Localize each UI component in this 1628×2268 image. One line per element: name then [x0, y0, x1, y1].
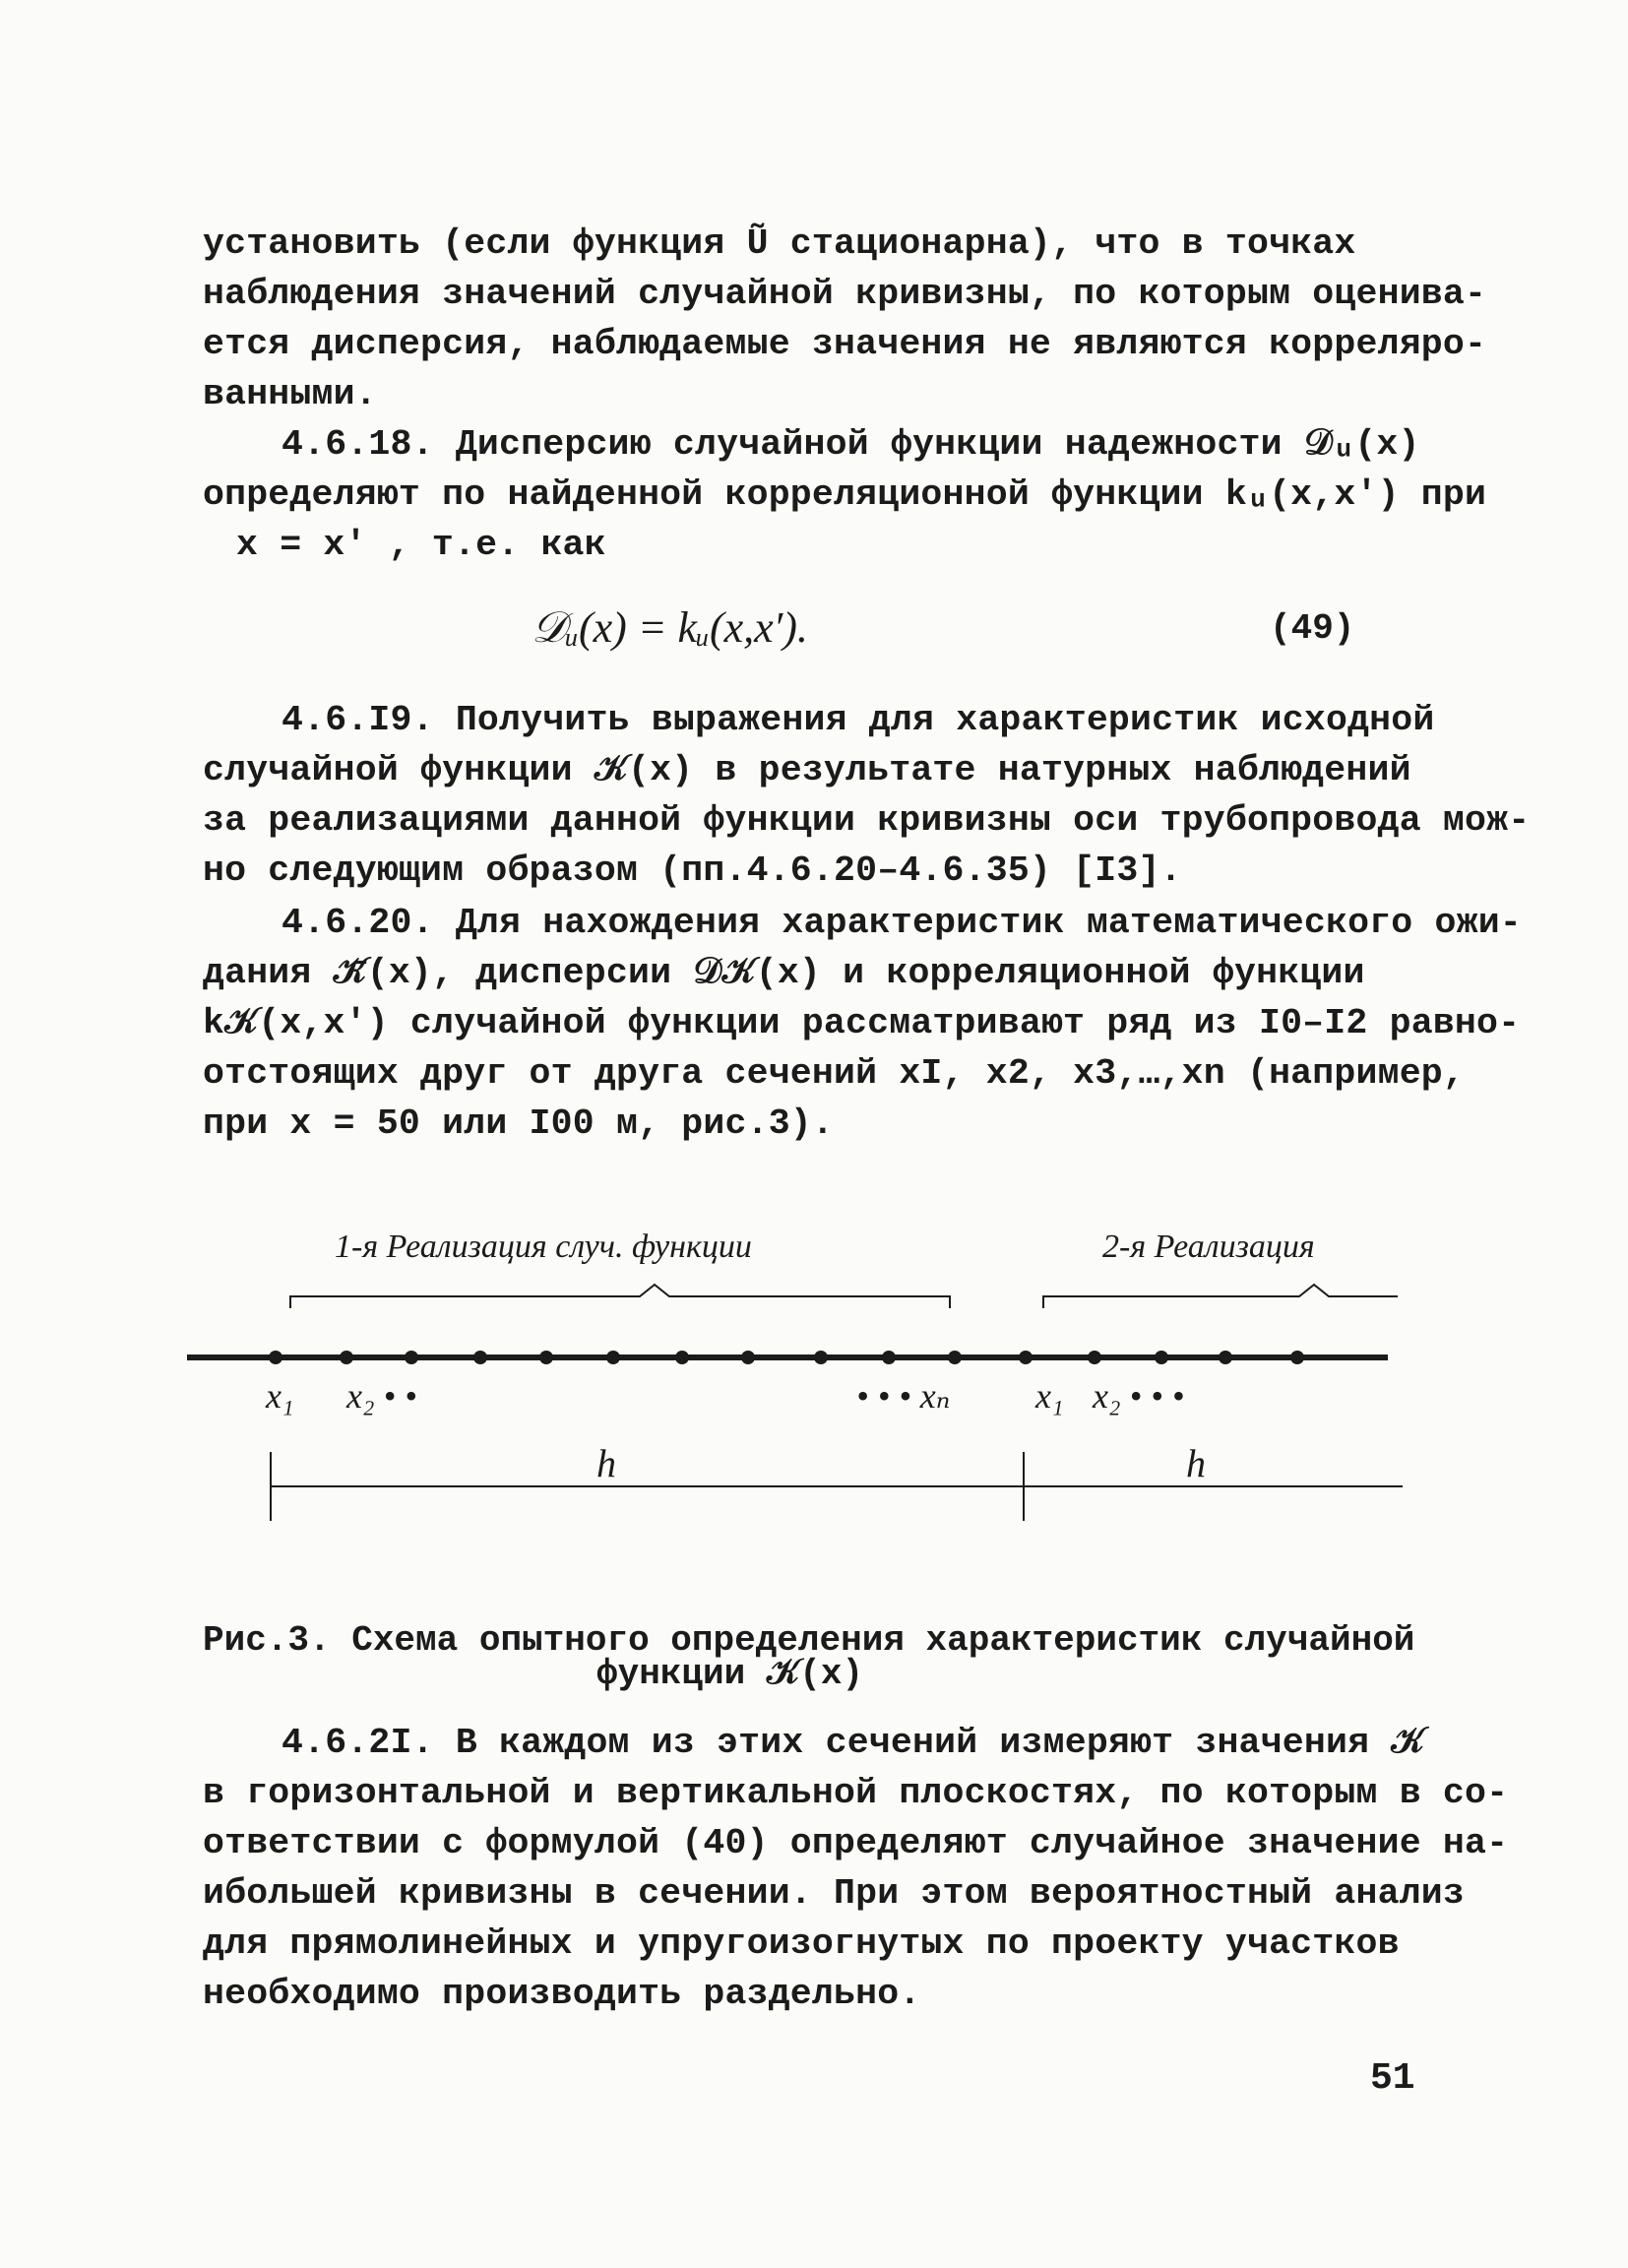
equation-number: (49): [1270, 608, 1355, 649]
text-line: ибольшей кривизны в сечении. При этом вероятностный анализ: [203, 1873, 1466, 1914]
paragraph-4-6-20: [203, 898, 1522, 1149]
caption-line: Рис.3. Схема опытного определения характеристик случайной: [203, 1620, 1415, 1661]
figure-caption: [203, 1620, 1423, 1694]
text-line: за реализациями данной функции кривизны оси трубопровода мож-: [203, 800, 1531, 841]
section-point: [269, 1351, 282, 1364]
text-line: случайной функции 𝒦(x) в результате натурных наблюдений: [203, 750, 1411, 790]
text-line: наблюдения значений случайной кривизны, по которым оценива-: [203, 274, 1487, 314]
text-line: в горизонтальной и вертикальной плоскостях, по которым в со-: [203, 1773, 1509, 1813]
dimension-h-2: h: [1186, 1441, 1206, 1485]
brace-realization-2: [1043, 1285, 1398, 1308]
section-point: [1088, 1351, 1101, 1364]
section-point: [1290, 1351, 1304, 1364]
paragraph-intro: [203, 219, 1487, 419]
text-line: при x = 50 или I00 м, рис.3).: [203, 1103, 835, 1144]
section-point: [814, 1351, 828, 1364]
section-point: [1019, 1351, 1033, 1364]
text-line: отстоящих друг от друга сечений xI, x2, x3,…,xn (например,: [203, 1053, 1466, 1094]
text-line: дания 𝒦̄(x), дисперсии 𝒟𝒦(x) и корреляционной функции: [203, 953, 1365, 993]
realization-2-label: 2-я Реализация: [1102, 1228, 1315, 1265]
section-point: [741, 1351, 755, 1364]
label-x2: x₂ • •: [346, 1376, 417, 1416]
text-line: 4.6.18. Дисперсию случайной функции надежности 𝒟ᵤ(x): [282, 424, 1420, 465]
paragraph-4-6-21: [203, 1718, 1509, 2019]
text-line: 4.6.2I. В каждом из этих сечений измеряют значения 𝒦: [282, 1723, 1425, 1763]
section-point: [1219, 1351, 1232, 1364]
figure-3-diagram: [0, 1216, 1628, 1550]
label-x2-second: x₂ • • •: [1093, 1376, 1185, 1416]
label-xn: • • • xₙ: [856, 1376, 951, 1416]
section-point: [539, 1351, 553, 1364]
page-number: 51: [1370, 2057, 1415, 2100]
text-line: 4.6.I9. Получить выражения для характеристик исходной: [282, 700, 1435, 740]
label-x1-second: x₁: [1035, 1376, 1064, 1416]
paragraph-4-6-18: [203, 419, 1487, 570]
section-point: [948, 1351, 962, 1364]
text-line: установить (если функция Ũ стационарна), что в точках: [203, 223, 1356, 264]
text-line: k𝒦(x,x′) случайной функции рассматривают ряд из I0–I2 равно-: [203, 1003, 1521, 1043]
brace-realization-1: [290, 1285, 950, 1308]
text-line: необходимо производить раздельно.: [203, 1974, 921, 2014]
realization-1-label: 1-я Реализация случ. функции: [335, 1228, 752, 1265]
section-point: [606, 1351, 620, 1364]
section-point: [340, 1351, 353, 1364]
text-line: но следующим образом (пп.4.6.20–4.6.35) [I3].: [203, 850, 1182, 891]
dimension-h-1: h: [596, 1441, 616, 1485]
text-line: ванными.: [203, 374, 377, 414]
section-point: [1155, 1351, 1168, 1364]
paragraph-4-6-19: [203, 695, 1531, 896]
text-line: x = x′ , т.е. как: [236, 525, 606, 565]
label-x1: x₁: [266, 1376, 294, 1416]
section-point: [473, 1351, 487, 1364]
equation-49: 𝒟ᵤ(x) = kᵤ(x,x′).: [532, 603, 808, 652]
section-point: [675, 1351, 689, 1364]
text-line: 4.6.20. Для нахождения характеристик математического ожи-: [282, 903, 1522, 943]
text-line: определяют по найденной корреляционной функции kᵤ(x,x′) при: [203, 474, 1487, 515]
text-line: для прямолинейных и упругоизогнутых по проекту участков: [203, 1923, 1400, 1964]
section-point: [405, 1351, 418, 1364]
caption-line: функции 𝒦(x): [596, 1654, 864, 1694]
text-line: ответствии с формулой (40) определяют случайное значение на-: [203, 1823, 1509, 1863]
text-line: ется дисперсия, наблюдаемые значения не являются корреляро-: [203, 324, 1487, 364]
section-point: [882, 1351, 896, 1364]
